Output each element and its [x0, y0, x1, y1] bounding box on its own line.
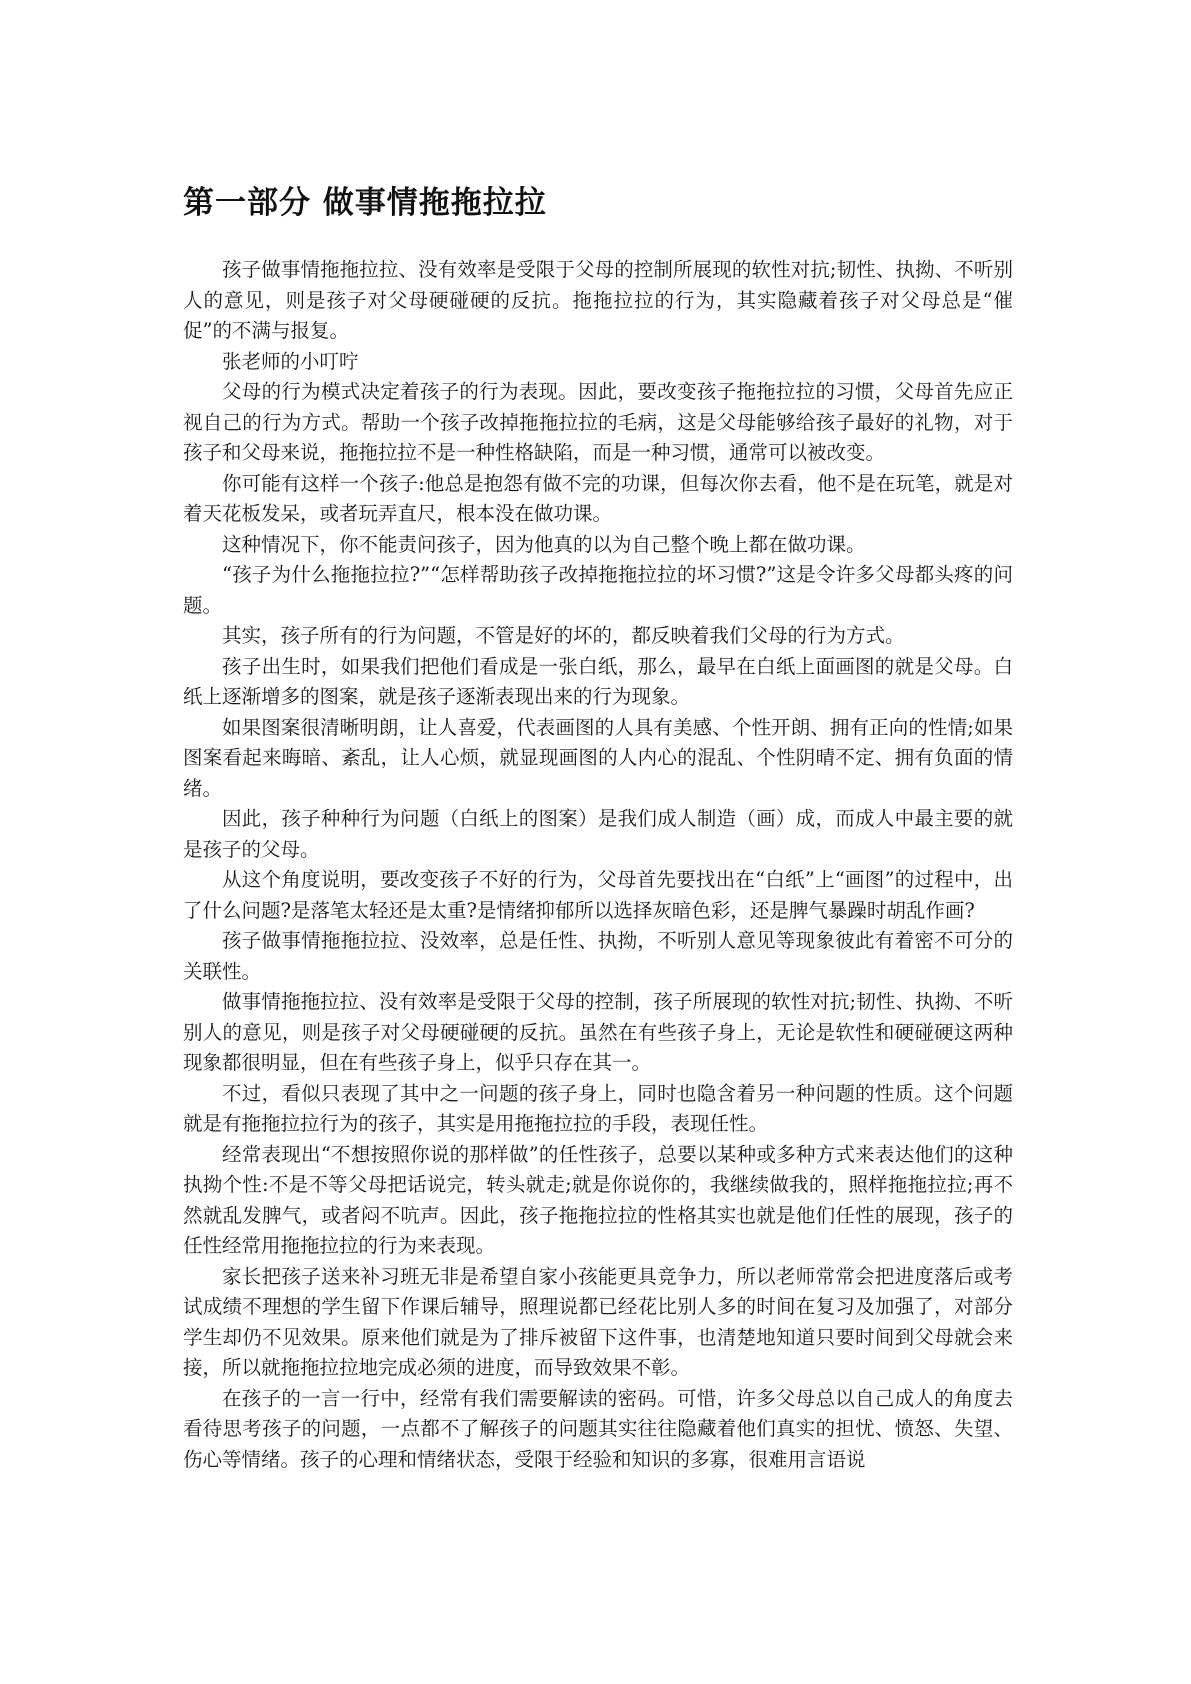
paragraph: 其实，孩子所有的行为问题，不管是好的坏的，都反映着我们父母的行为方式。	[222, 624, 905, 647]
paragraph: 你可能有这样一个孩子:他总是抱怨有做不完的功课，但每次你去看，他不是在玩笔，就是对着天花板发呆，或者玩弄直尺，根本没在做功课。	[183, 471, 1013, 525]
paragraph: 孩子出生时，如果我们把他们看成是一张白纸，那么，最早在白纸上面画图的就是父母。白纸上逐渐增多的图案，就是孩子逐渐表现出来的行为现象。	[183, 654, 1013, 708]
paragraph: 父母的行为模式决定着孩子的行为表现。因此，要改变孩子拖拖拉拉的习惯，父母首先应正视自己的行为方式。帮助一个孩子改掉拖拖拉拉的毛病，这是父母能够给孩子最好的礼物，对于孩子和父母来说，拖拖拉拉不是一种性格缺陷，而是一种习惯，通常可以被改变。	[183, 380, 1013, 464]
paragraph: 孩子做事情拖拖拉拉、没有效率是受限于父母的控制所展现的软性对抗;韧性、执拗、不听别人的意见，则是孩子对父母硬碰硬的反抗。拖拖拉拉的行为，其实隐藏着孩子对父母总是“催促”的不满与报复。	[183, 258, 1013, 342]
paragraph: 这种情况下，你不能责问孩子，因为他真的以为自己整个晚上都在做功课。	[222, 532, 866, 556]
paragraph: 如果图案很清晰明朗，让人喜爱，代表画图的人具有美感、个性开朗、拥有正向的性情;如果图案看起来晦暗、紊乱，让人心烦，就显现画图的人内心的混乱、个性阴晴不定、拥有负面的情绪。	[183, 715, 1013, 800]
paragraph: 在孩子的一言一行中，经常有我们需要解读的密码。可惜，许多父母总以自己成人的角度去看待思考孩子的问题，一点都不了解孩子的问题其实往往隐藏着他们真实的担忧、愤怒、失望、伤心等情绪。孩子的心理和情绪状态，受限于经验和知识的多寡，很难用言语说	[183, 1386, 1013, 1471]
paragraph: 因此，孩子种种行为问题（白纸上的图案）是我们成人制造（画）成，而成人中最主要的就是孩子的父母。	[183, 807, 1013, 861]
paragraph-subheading: 张老师的小叮咛	[222, 349, 359, 373]
paragraph: 家长把孩子送来补习班无非是希望自家小孩能更具竞争力，所以老师常常会把进度落后或考试成绩不理想的学生留下作课后辅导，照理说都已经花比别人多的时间在复习及加强了，对部分学生却仍不见效果。原来他们就是为了排斥被留下这件事，也清楚地知道只要时间到父母就会来接，所以就拖拖拉拉地完成必须的进度，而导致效果不彰。	[183, 1264, 1013, 1379]
chapter-title: 第一部分 做事情拖拖拉拉	[183, 185, 547, 221]
body-text	[183, 255, 1013, 1475]
paragraph: 孩子做事情拖拖拉拉、没效率，总是任性、执拗，不听别人意见等现象彼此有着密不可分的关联性。	[183, 929, 1013, 983]
paragraph: “孩子为什么拖拖拉拉?”“怎样帮助孩子改掉拖拖拉拉的坏习惯?”这是令许多父母都头疼的问题。	[183, 563, 1013, 617]
paragraph: 不过，看似只表现了其中之一问题的孩子身上，同时也隐含着另一种问题的性质。这个问题就是有拖拖拉拉行为的孩子，其实是用拖拖拉拉的手段，表现任性。	[183, 1081, 1013, 1135]
paragraph: 从这个角度说明，要改变孩子不好的行为，父母首先要找出在“白纸”上“画图”的过程中，出了什么问题?是落笔太轻还是太重?是情绪抑郁所以选择灰暗色彩，还是脾气暴躁时胡乱作画?	[183, 868, 1013, 922]
paragraph: 经常表现出“不想按照你说的那样做”的任性孩子，总要以某种或多种方式来表达他们的这种执拗个性:不是不等父母把话说完，转头就走;就是你说你的，我继续做我的，照样拖拖拉拉;再不然就乱发脾气，或者闷不吭声。因此，孩子拖拖拉拉的性格其实也就是他们任性的展现，孩子的任性经常用拖拖拉拉的行为来表现。	[183, 1142, 1013, 1257]
paragraph: 做事情拖拖拉拉、没有效率是受限于父母的控制，孩子所展现的软性对抗;韧性、执拗、不听别人的意见，则是孩子对父母硬碰硬的反抗。虽然在有些孩子身上，无论是软性和硬碰硬这两种现象都很明显，但在有些孩子身上，似乎只存在其一。	[183, 990, 1013, 1074]
